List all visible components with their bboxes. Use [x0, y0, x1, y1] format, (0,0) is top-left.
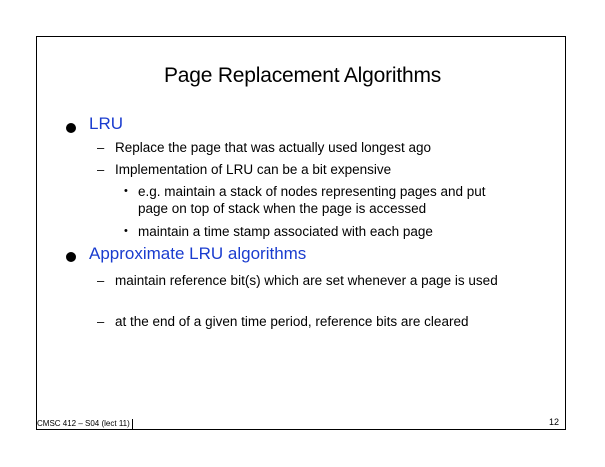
dash-icon: –: [97, 314, 105, 329]
small-bullet-icon: •: [124, 225, 128, 237]
bullet-dot-icon: [66, 123, 76, 133]
footer-course-label: CMSC 412 – S04 (lect 11): [37, 419, 133, 430]
slide-title: Page Replacement Algorithms: [163, 64, 442, 87]
bullet-lru: LRU: [89, 114, 124, 133]
small-bullet-icon: •: [124, 185, 128, 197]
page-number: 12: [549, 417, 560, 427]
subsubitem-timestamp: maintain a time stamp associated with each page: [138, 224, 433, 239]
dash-icon: –: [97, 273, 105, 288]
bullet-dot-icon: [66, 252, 76, 262]
subsubitem-stack: e.g. maintain a stack of nodes representing pages and put page on top of stack when the page is accessed: [138, 184, 486, 216]
dash-icon: –: [97, 140, 105, 155]
subitem-implementation: Implementation of LRU can be a bit expensive: [115, 162, 392, 177]
dash-icon: –: [97, 162, 105, 177]
subitem-reference-bits-set: maintain reference bit(s) which are set whenever a page is used: [115, 273, 498, 288]
subitem-reference-bits-cleared: at the end of a given time period, reference bits are cleared: [115, 314, 469, 329]
subitem-replace-page: Replace the page that was actually used longest ago: [115, 140, 431, 155]
bullet-approximate-lru: Approximate LRU algorithms: [89, 244, 307, 263]
